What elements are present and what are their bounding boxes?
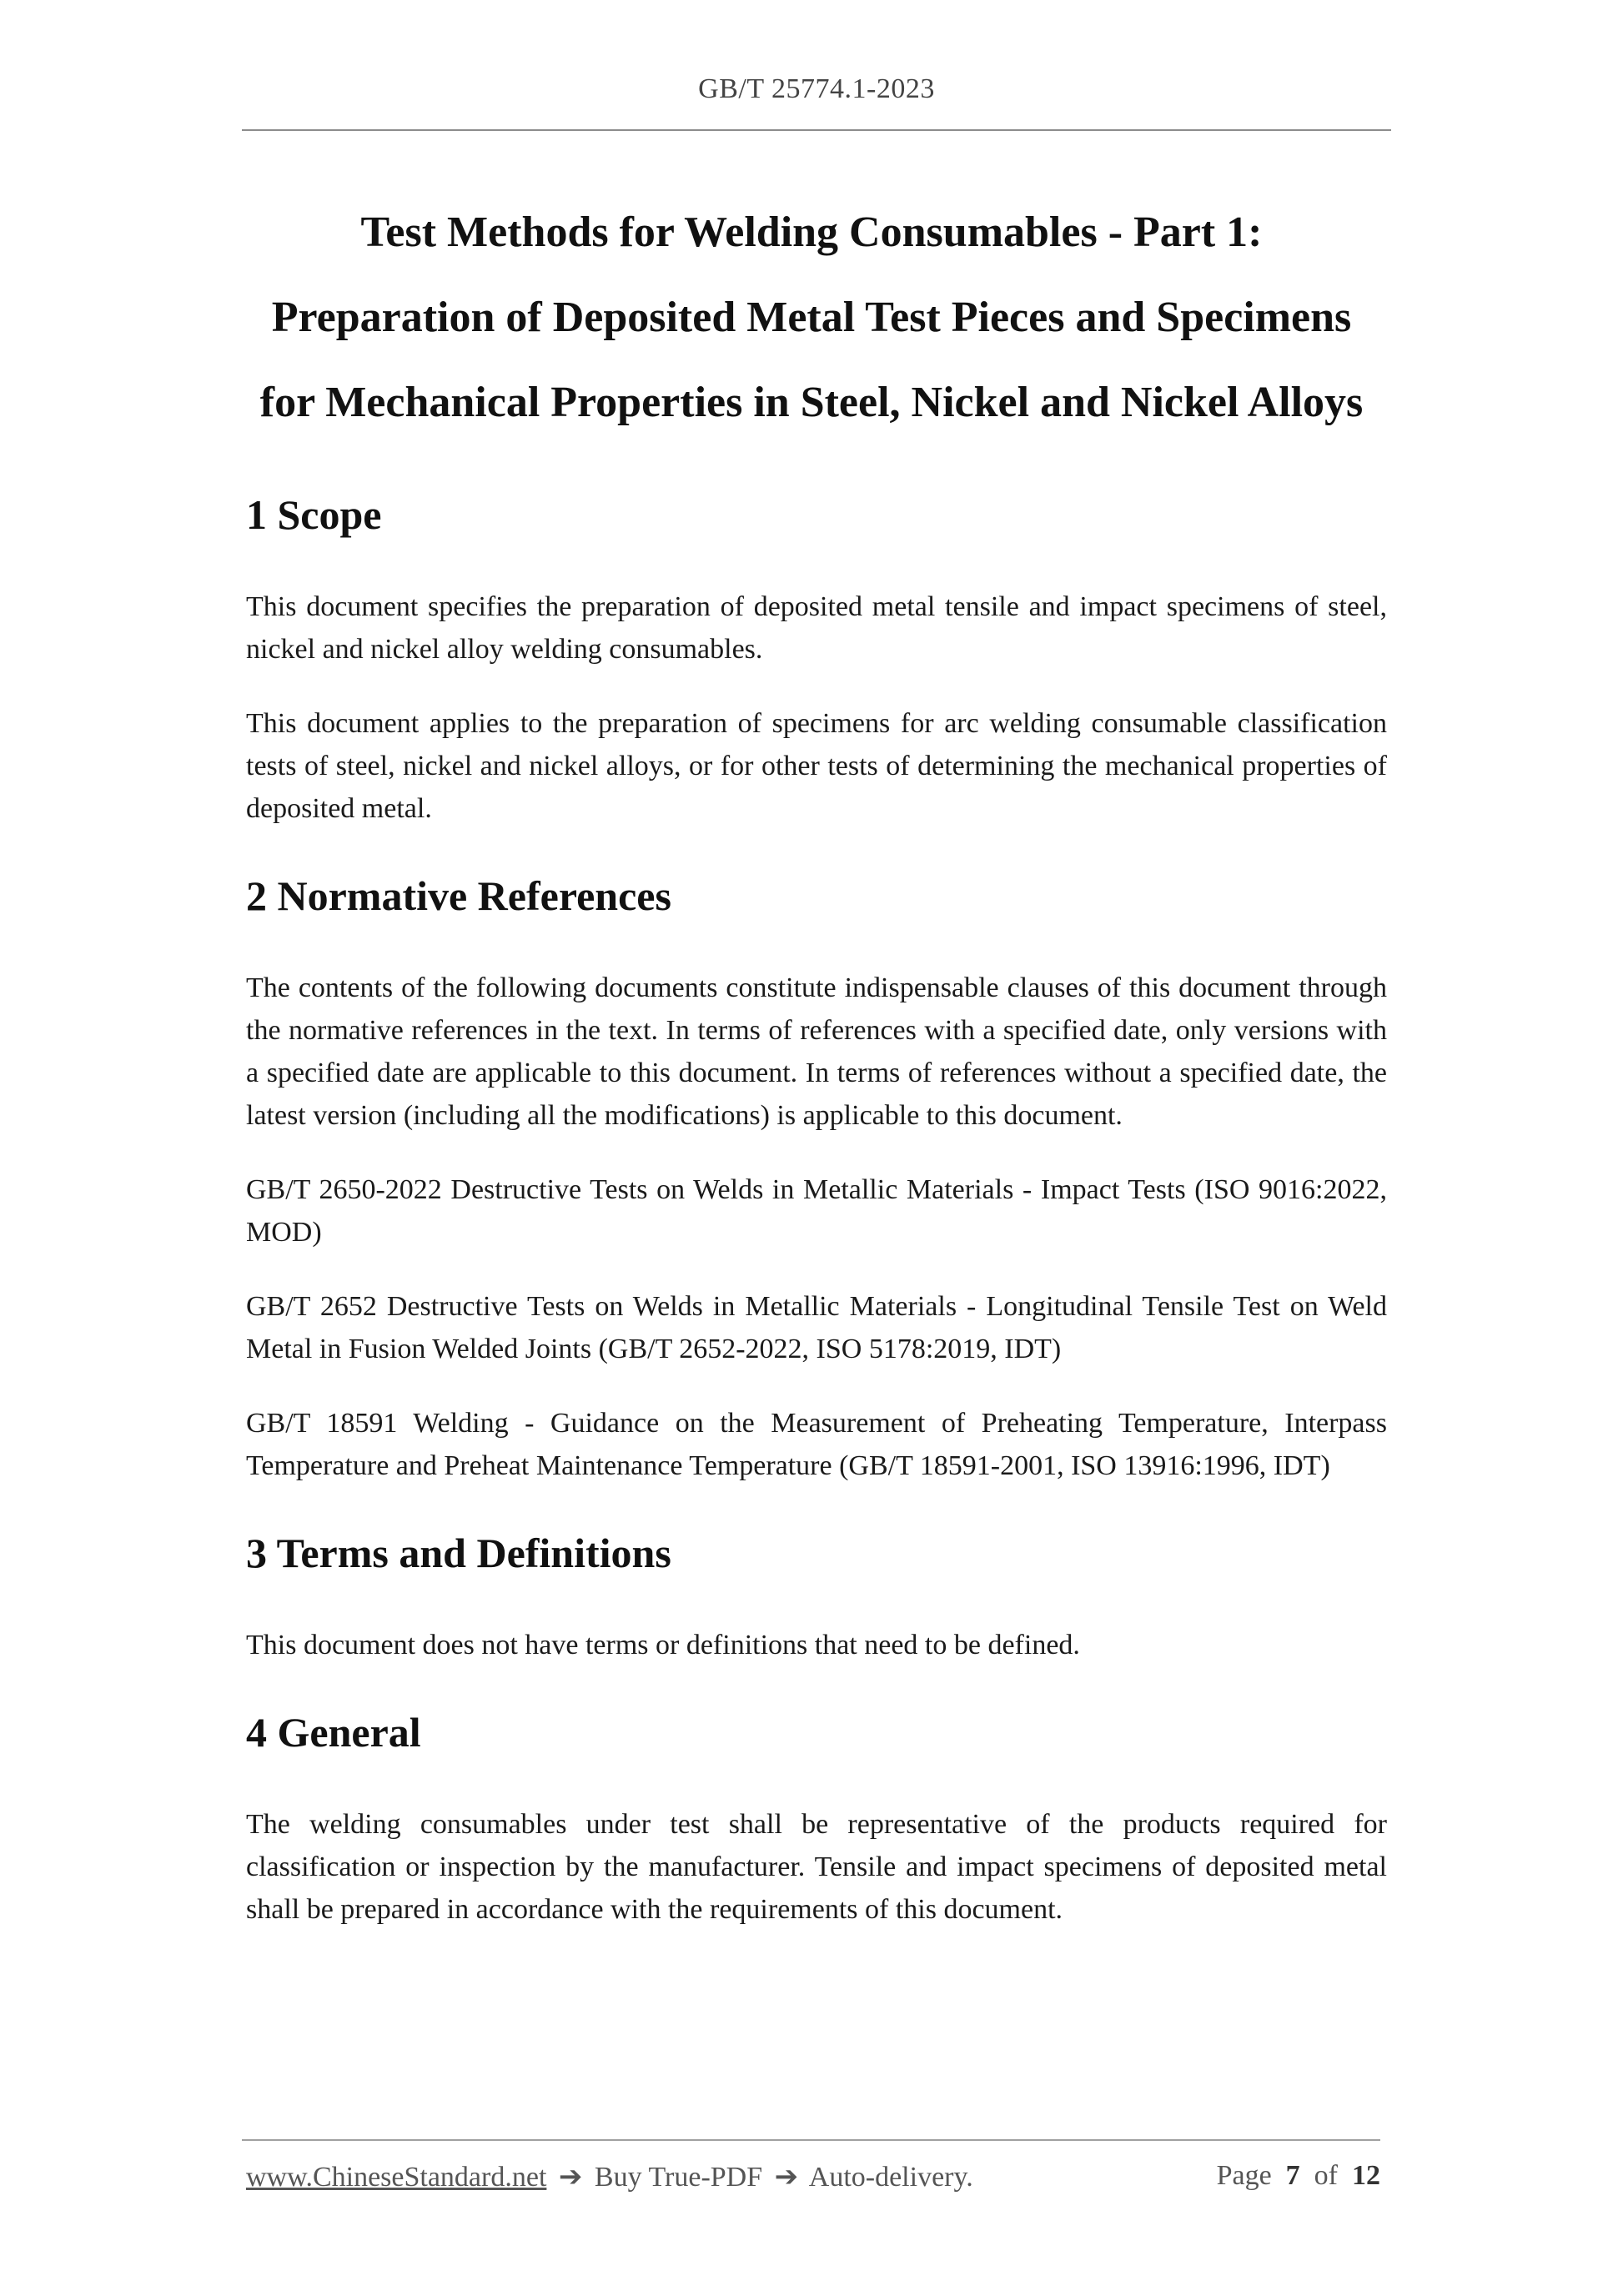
section-heading: 4 General xyxy=(246,1709,421,1756)
section-normative-references xyxy=(246,858,1387,1487)
page-counter xyxy=(1217,2160,1380,2192)
website-link[interactable]: www.ChineseStandard.net xyxy=(246,2162,547,2193)
footer-promo xyxy=(246,2160,973,2193)
reference-item: GB/T 2652 Destructive Tests on Welds in Metallic Materials - Longitudinal Tensile Test on Weld Metal in Fusion Welded Joints (GB/T 2652-2022, ISO 5178:2019, IDT) xyxy=(246,1291,1387,1364)
title-line-2: Preparation of Deposited Metal Test Pieces and Specimens xyxy=(271,294,1352,341)
arrow-right-icon: ➔ xyxy=(558,2162,583,2193)
paragraph: The contents of the following documents constitute indispensable clauses of this document through the normative references in the text. In terms of references with a specified date, only versions with a specified date are applicable to this document. In terms of references without a specified date, the latest version (including all the modifications) is applicable to this document. xyxy=(246,972,1387,1131)
section-terms-and-definitions xyxy=(246,1515,1387,1666)
reference-item: GB/T 2650-2022 Destructive Tests on Welds in Metallic Materials - Impact Tests (ISO 9016:2022, MOD) xyxy=(246,1174,1387,1248)
section-heading: 3 Terms and Definitions xyxy=(246,1530,671,1576)
title-line-3: for Mechanical Properties in Steel, Nickel and Nickel Alloys xyxy=(259,379,1364,426)
auto-delivery-text: Auto-delivery. xyxy=(808,2162,973,2193)
footer-divider xyxy=(242,2139,1380,2141)
paragraph: This document applies to the preparation of specimens for arc welding consumable classification tests of steel, nickel and nickel alloys, or for other tests of determining the mechanical properties of deposited metal. xyxy=(246,708,1387,824)
reference-item: GB/T 18591 Welding - Guidance on the Measurement of Preheating Temperature, Interpass Temperature and Preheat Maintenance Temperature (GB/T 18591-2001, ISO 13916:1996, IDT) xyxy=(246,1408,1387,1481)
paragraph: This document does not have terms or definitions that need to be defined. xyxy=(246,1630,1080,1660)
section-heading: 1 Scope xyxy=(246,491,382,538)
section-heading: 2 Normative References xyxy=(246,872,671,919)
page-total: 12 xyxy=(1352,2160,1380,2191)
paragraph: This document specifies the preparation of deposited metal tensile and impact specimens of steel, nickel and nickel alloy welding consumables. xyxy=(246,591,1387,665)
document-body xyxy=(246,477,1387,1931)
title-line-1: Test Methods for Welding Consumables - Part 1: xyxy=(360,208,1263,256)
document-title xyxy=(200,190,1423,445)
paragraph: The welding consumables under test shall be representative of the products required for classification or inspection by the manufacturer. Tensile and impact specimens of deposited metal shall be prepared in accordance with the requirements of this document. xyxy=(246,1809,1387,1925)
page-number: 7 xyxy=(1285,2160,1300,2191)
of-label: of xyxy=(1314,2160,1338,2191)
arrow-right-icon: ➔ xyxy=(774,2162,799,2193)
running-header: GB/T 25774.1-2023 xyxy=(698,73,935,104)
section-general xyxy=(246,1695,1387,1931)
header-divider xyxy=(242,129,1391,131)
section-scope xyxy=(246,477,1387,830)
page-label: Page xyxy=(1216,2160,1272,2191)
buy-pdf-text: Buy True-PDF xyxy=(594,2162,763,2193)
